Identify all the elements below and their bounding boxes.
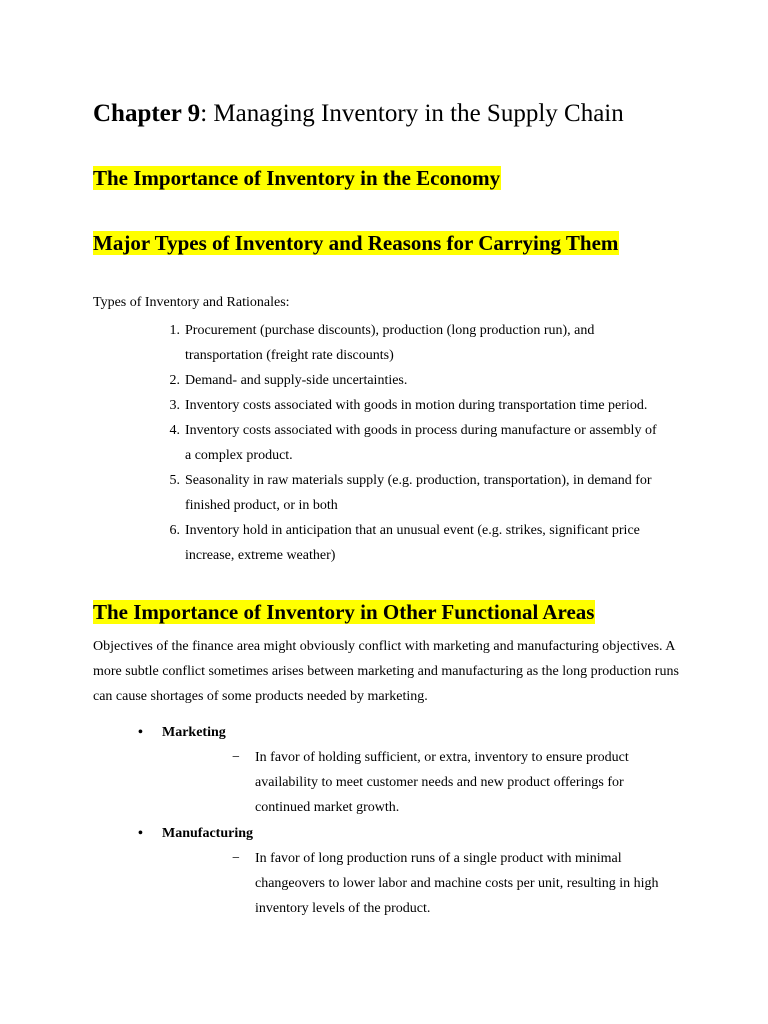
bullet-item (0, 821, 768, 846)
list-item-number: 4. (169, 423, 180, 438)
heading-economy-text: The Importance of Inventory in the Economy (93, 166, 501, 190)
area-marketing (0, 720, 768, 820)
heading-functional (93, 600, 595, 625)
heading-economy (93, 166, 501, 191)
list-item-number: 6. (169, 523, 180, 538)
list-item (0, 518, 768, 568)
area-manufacturing (0, 821, 768, 921)
list-item-number: 2. (169, 373, 180, 388)
rationale-list (0, 318, 768, 568)
dash-icon: − (232, 750, 240, 765)
sub-item-text: In favor of holding sufficient, or extra, inventory to ensure product availability to meet customer needs and new product offerings for continued market growth. (255, 750, 629, 815)
list-item-text: Procurement (purchase discounts), production (long production run), and transportation (freight rate discounts) (185, 323, 595, 363)
sub-item (0, 846, 768, 921)
list-item (0, 318, 768, 368)
list-item-number: 3. (169, 398, 180, 413)
list-item (0, 368, 768, 393)
list-item-number: 5. (169, 473, 180, 488)
chapter-title-text: : Managing Inventory in the Supply Chain (200, 100, 624, 127)
chapter-label: Chapter 9 (93, 100, 201, 127)
list-item (0, 468, 768, 518)
list-item (0, 393, 768, 418)
list-item-text: Demand- and supply-side uncertainties. (185, 373, 408, 388)
bullet-label: Manufacturing (162, 826, 253, 841)
list-item (0, 418, 768, 468)
list-item-text: Inventory costs associated with goods in motion during transportation time period. (185, 398, 648, 413)
bullet-icon: • (138, 725, 143, 740)
list-item-text: Inventory costs associated with goods in process during manufacture or assembly of a complex product. (185, 423, 657, 463)
bullet-icon: • (138, 826, 143, 841)
chapter-title (93, 98, 624, 130)
list-item-number: 1. (169, 323, 180, 338)
functional-paragraph: Objectives of the finance area might obviously conflict with marketing and manufacturing objectives. A more subtle conflict sometimes arises between marketing and manufacturing as the long production runs can cause shortages of some products needed by marketing. (93, 639, 679, 704)
types-intro: Types of Inventory and Rationales: (93, 295, 290, 310)
list-item-text: Inventory hold in anticipation that an unusual event (e.g. strikes, significant price increase, extreme weather) (185, 523, 640, 563)
bullet-item (0, 720, 768, 745)
bullet-label: Marketing (162, 725, 226, 740)
dash-icon: − (232, 851, 240, 866)
list-item-text: Seasonality in raw materials supply (e.g. production, transportation), in demand for finished product, or in both (185, 473, 652, 513)
heading-types (93, 231, 619, 256)
sub-item-text: In favor of long production runs of a single product with minimal changeovers to lower labor and machine costs per unit, resulting in high inventory levels of the product. (255, 851, 659, 916)
heading-functional-text: The Importance of Inventory in Other Functional Areas (93, 600, 595, 624)
sub-item (0, 745, 768, 820)
heading-types-text: Major Types of Inventory and Reasons for Carrying Them (93, 231, 619, 255)
